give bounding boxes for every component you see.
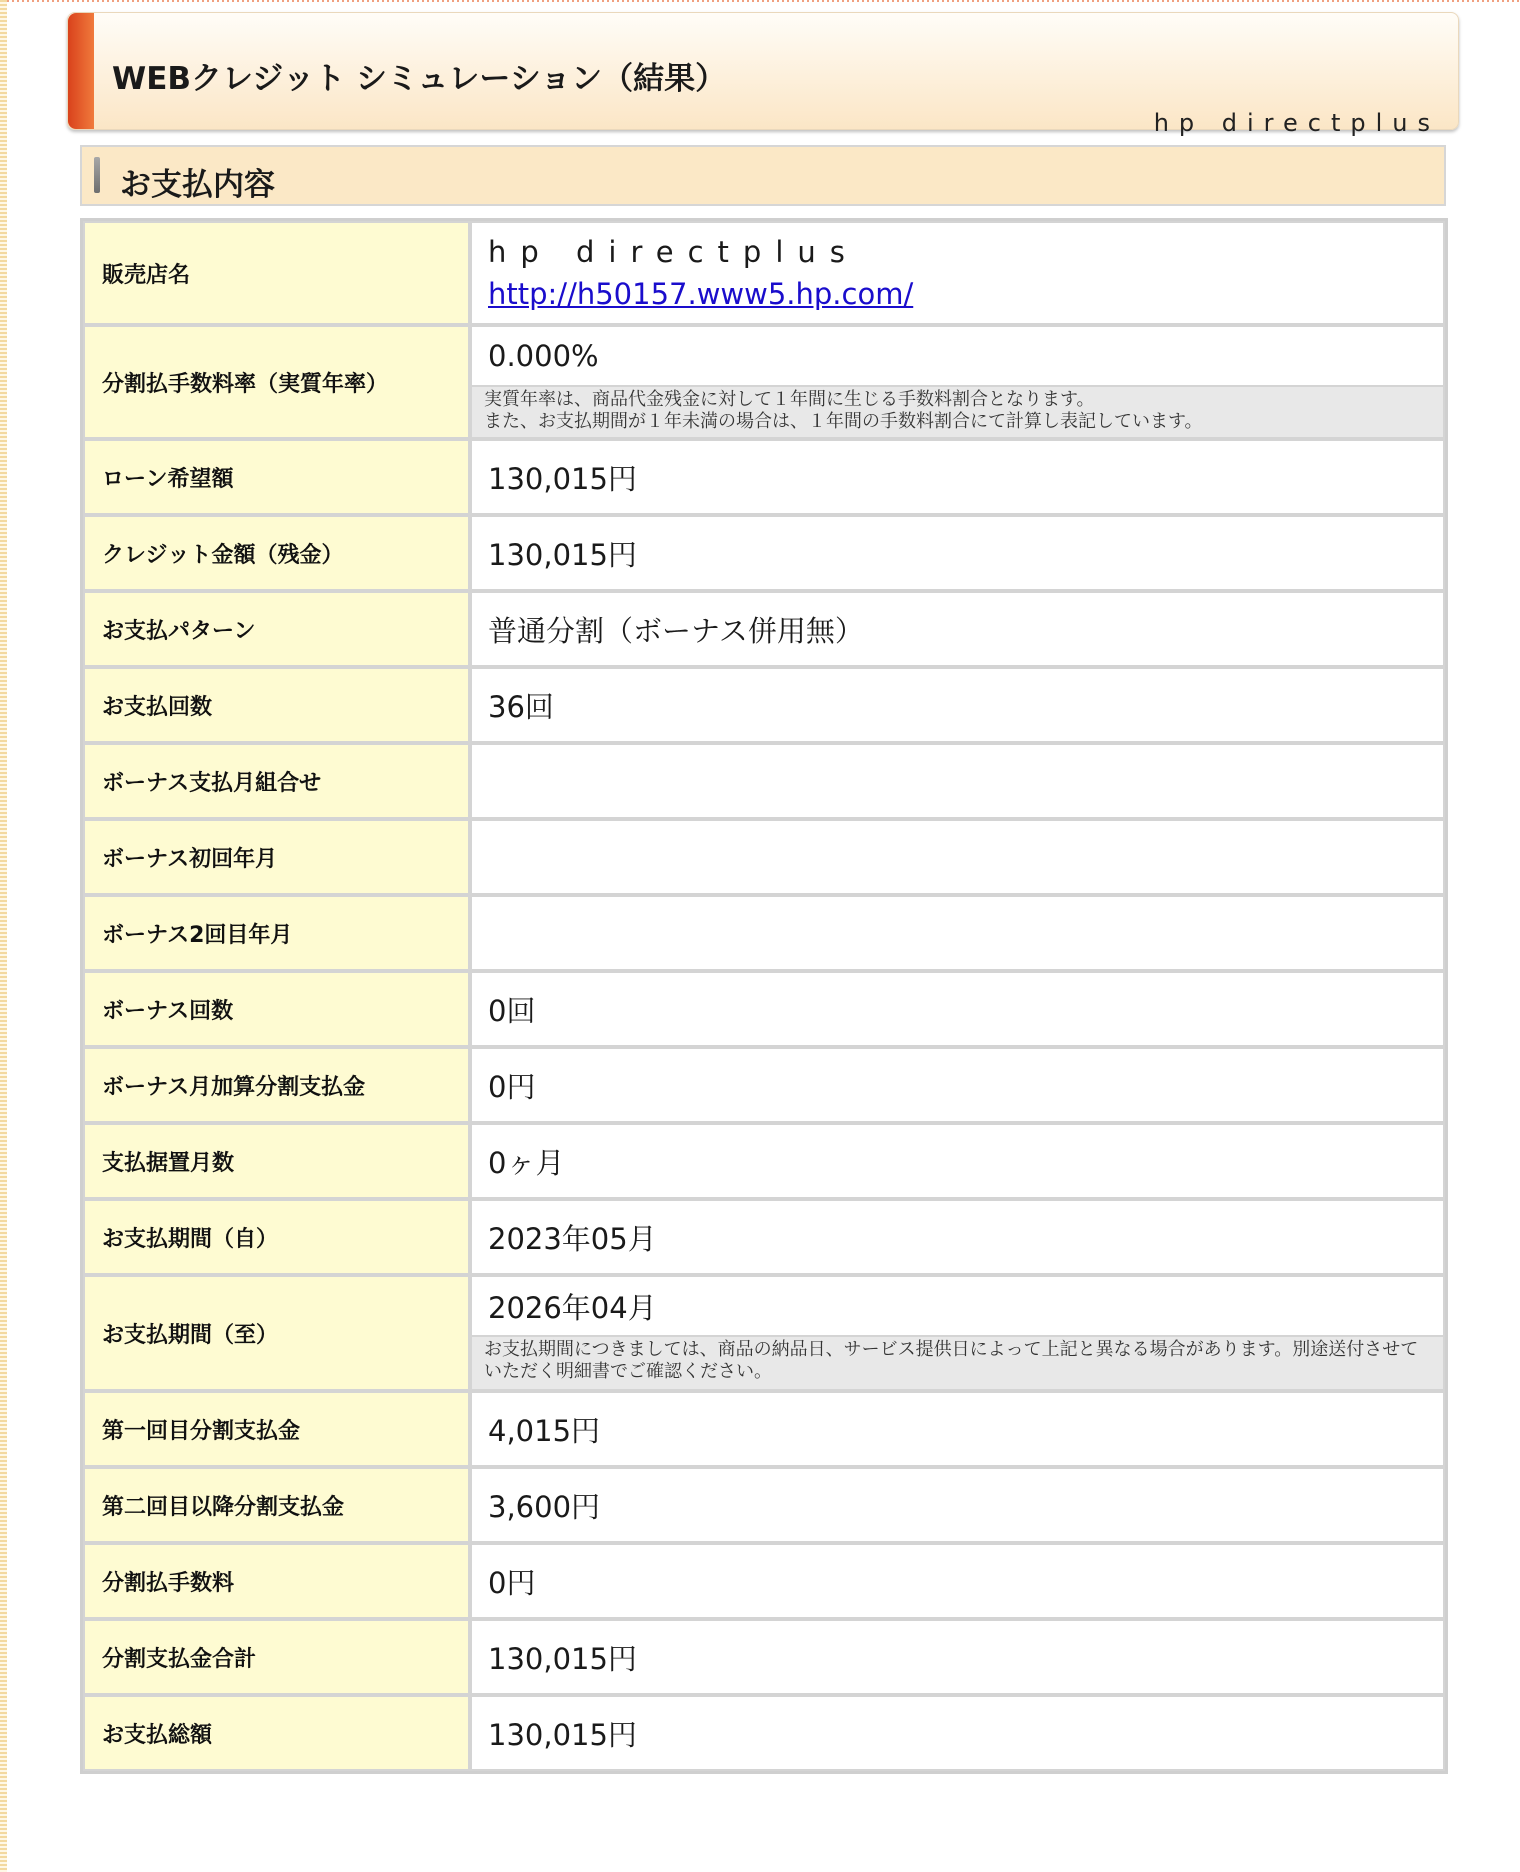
period-end-value: 2026年04月 (488, 1290, 657, 1325)
row-label: ボーナス支払月組合せ (83, 743, 470, 819)
row-label: お支払回数 (83, 667, 470, 743)
table-row (83, 1391, 1445, 1467)
row-value: 3,600円 (470, 1467, 1445, 1543)
row-value: 0ヶ月 (470, 1123, 1445, 1199)
row-label: お支払総額 (83, 1695, 470, 1771)
section-title: お支払内容 (120, 167, 275, 203)
row-value: 130,015円 (470, 439, 1445, 515)
row-value: 130,015円 (470, 1619, 1445, 1695)
page-title: WEBクレジット シミュレーション（結果） (112, 61, 727, 97)
row-label: 支払据置月数 (83, 1123, 470, 1199)
table-row (83, 1199, 1445, 1275)
table-row (83, 1467, 1445, 1543)
row-value: 2023年05月 (470, 1199, 1445, 1275)
period-end-note: お支払期間につきましては、商品の納品日、サービス提供日によって上記と異なる場合があります。別途送付させていただく明細書でご確認ください。 (472, 1335, 1443, 1389)
row-label: ボーナス初回年月 (83, 819, 470, 895)
row-label: ボーナス2回目年月 (83, 895, 470, 971)
header-accent-bar (68, 13, 94, 129)
row-label: クレジット金額（残金） (83, 515, 470, 591)
rate-value: 0.000% (488, 339, 599, 373)
shop-label: 販売店名 (83, 221, 470, 325)
row-value: 0円 (470, 1543, 1445, 1619)
table-row (83, 439, 1445, 515)
table-row (83, 819, 1445, 895)
row-label: 第二回目以降分割支払金 (83, 1467, 470, 1543)
section-header (80, 145, 1446, 206)
table-row (83, 743, 1445, 819)
rate-label: 分割払手数料率（実質年率） (83, 325, 470, 439)
left-decorative-strip (0, 0, 7, 1872)
table-row (83, 895, 1445, 971)
header-brand: hp directplus (1153, 109, 1440, 137)
table-row (83, 1619, 1445, 1695)
row-value (470, 743, 1445, 819)
table-row-rate (83, 325, 1445, 439)
row-value: 4,015円 (470, 1391, 1445, 1467)
row-label: 分割支払金合計 (83, 1619, 470, 1695)
shop-value (470, 221, 1445, 325)
row-value: 130,015円 (470, 1695, 1445, 1771)
rate-note-line1: 実質年率は、商品代金残金に対して１年間に生じる手数料割合となります。 (484, 389, 1095, 410)
table-row (83, 1047, 1445, 1123)
row-label: ローン希望額 (83, 439, 470, 515)
row-value (470, 819, 1445, 895)
table-row (83, 667, 1445, 743)
rate-value-cell (470, 325, 1445, 439)
row-value: 0円 (470, 1047, 1445, 1123)
period-end-value-cell (470, 1275, 1445, 1391)
row-value: 36回 (470, 667, 1445, 743)
page-header (67, 12, 1459, 137)
row-label: ボーナス回数 (83, 971, 470, 1047)
table-row-period-end (83, 1275, 1445, 1391)
top-dotted-border (7, 0, 1520, 2)
table-row (83, 1123, 1445, 1199)
table-row-shop (83, 221, 1445, 325)
row-value: 0回 (470, 971, 1445, 1047)
row-label: お支払期間（自） (83, 1199, 470, 1275)
row-value: 130,015円 (470, 515, 1445, 591)
period-end-label: お支払期間（至） (83, 1275, 470, 1391)
rate-note (472, 385, 1443, 437)
table-row (83, 971, 1445, 1047)
table-row (83, 591, 1445, 667)
section-marker-icon (94, 157, 100, 193)
row-value (470, 895, 1445, 971)
table-row (83, 1543, 1445, 1619)
row-label: お支払パターン (83, 591, 470, 667)
row-value: 普通分割（ボーナス併用無） (470, 591, 1445, 667)
row-label: ボーナス月加算分割支払金 (83, 1047, 470, 1123)
rate-note-line2: また、お支払期間が１年未満の場合は、１年間の手数料割合にて計算し表記しています。 (484, 411, 1203, 432)
row-label: 分割払手数料 (83, 1543, 470, 1619)
row-label: 第一回目分割支払金 (83, 1391, 470, 1467)
payment-details-table (80, 218, 1448, 1774)
table-row (83, 1695, 1445, 1771)
shop-name: hp directplus (488, 235, 859, 269)
shop-url-link[interactable]: http://h50157.www5.hp.com/ (488, 277, 914, 311)
table-row (83, 515, 1445, 591)
